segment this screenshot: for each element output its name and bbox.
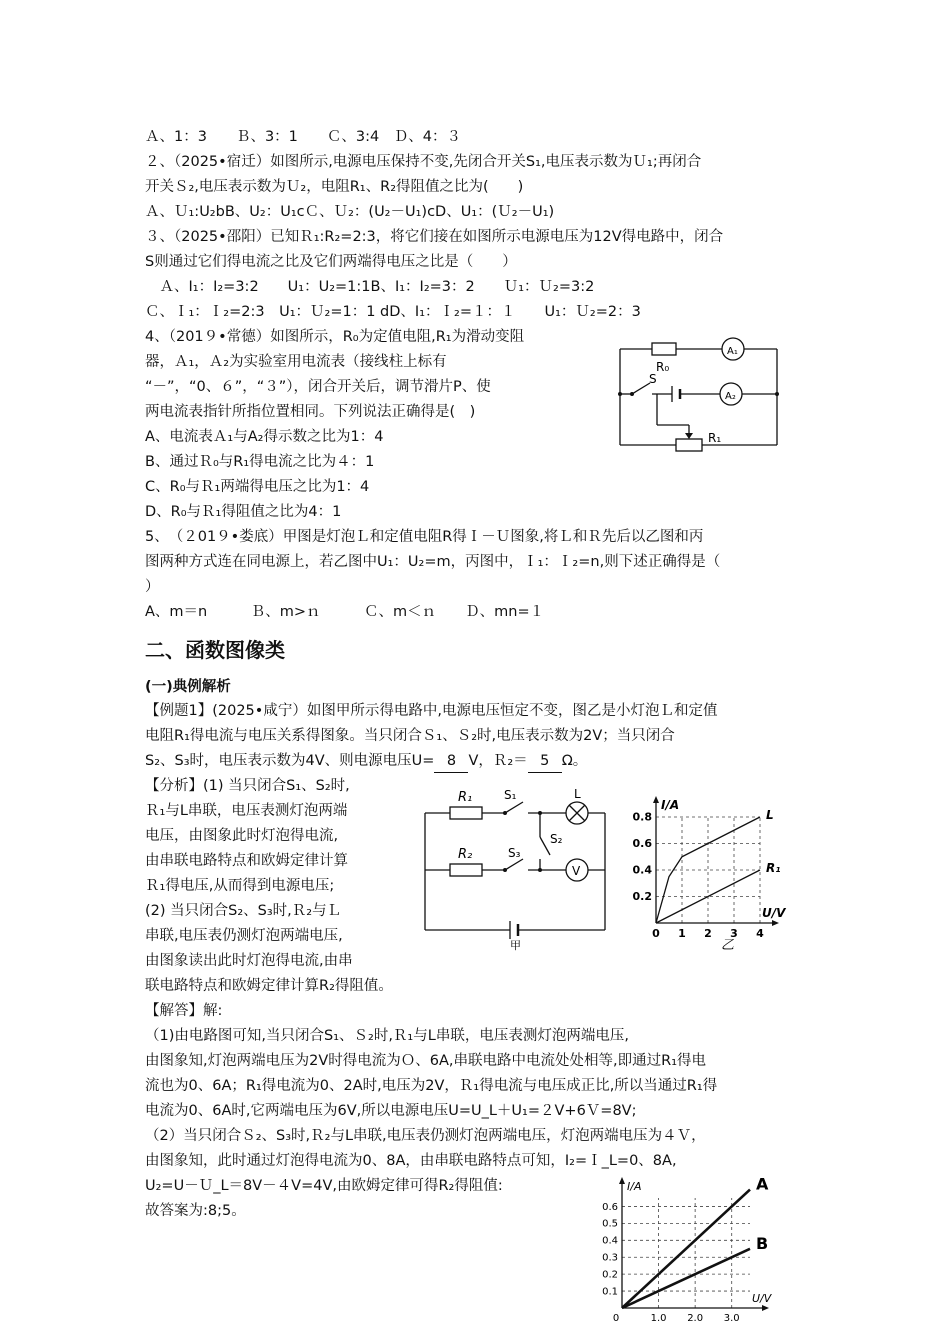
example-stem-3: [145, 750, 587, 773]
label-r2: R₂: [458, 847, 473, 862]
y-tick-label: 0.4: [632, 863, 652, 877]
x-axis-label: U/V: [752, 1292, 772, 1305]
q3-stem-2: S则通过它们得电流之比及它们两端得电压之比是（ ）: [145, 254, 517, 270]
series-line-2: [622, 1249, 750, 1308]
switch-s2: [540, 837, 550, 855]
analysis-7: 串联,电压表仍测灯泡两端电压,: [145, 928, 343, 944]
label-s: S: [649, 372, 657, 386]
y-tick-label: 0.4: [602, 1235, 618, 1247]
y-tick-label: 0.6: [632, 837, 652, 851]
example-text-b: V，Ｒ₂＝: [468, 753, 528, 769]
series-label: R₁: [766, 861, 781, 875]
y-tick-label: 0.3: [602, 1252, 618, 1264]
y-tick-label: 0.5: [602, 1218, 618, 1230]
answer-blank-voltage: 8: [434, 750, 468, 773]
series-label: B: [756, 1233, 769, 1253]
resistor-r1: [450, 807, 482, 819]
subsection-heading: (一)典例解析: [145, 679, 231, 695]
y-tick-label: 0.2: [602, 1269, 618, 1281]
solution-7: U₂=U－Ｕ_L＝8V－４V=4V,由欧姆定律可得R₂得阻值:: [145, 1178, 503, 1194]
label-r1: R₁: [708, 431, 722, 445]
example-text-a: S₂、S₃时，电压表示数为4V、则电源电压U=: [145, 753, 435, 769]
analysis-6: (2) 当只闭合S₂、S₃时,Ｒ₂与Ｌ: [145, 903, 342, 919]
x-tick-label: 4: [756, 927, 764, 940]
y-tick-label: 0.8: [632, 810, 652, 824]
q4-circuit-diagram: [612, 335, 792, 455]
origin-label: 0: [612, 1313, 620, 1324]
solution-5: （2）当只闭合Ｓ₂、S₃时,Ｒ₂与L串联,电压表仍测灯泡两端电压，灯泡两端电压为４Ｖ，: [145, 1128, 706, 1144]
x-tick-label: 1.0: [650, 1313, 667, 1324]
q3-stem: ３、（2025•邵阳）已知Ｒ₁:R₂=2:3，将它们接在如图所示电源电压为12V得电路中，闭合: [145, 229, 724, 245]
x-tick-label: 3.0: [723, 1313, 740, 1324]
label-s1: S₁: [504, 788, 517, 802]
series-label: L: [766, 808, 774, 822]
x-tick-label: 1: [678, 927, 686, 940]
q4-option-d: D、R₀与Ｒ₁得阻值之比为4：1: [145, 504, 342, 520]
x-axis-label: U/V: [762, 906, 786, 920]
q2-stem: ２、（2025•宿迁）如图所示,电源电压保持不变,先闭合开关S₁,电压表示数为Ｕ₁;再闭合: [145, 154, 702, 170]
answer-blank-resistance: 5: [528, 750, 562, 773]
analysis-5: Ｒ₁得电压,从而得到电源电压;: [145, 878, 335, 894]
label-v: V: [572, 864, 581, 878]
label-a2: A₂: [725, 391, 736, 402]
switch-s: [632, 383, 650, 394]
label-s2: S₂: [550, 832, 563, 846]
example-stem-2: 电阻R₁得电流与电压关系得图象。当只闭合Ｓ₁、Ｓ₂时,电压表示数为2V；当只闭合: [145, 728, 675, 744]
example-circuit-diagram: [420, 785, 630, 950]
x-tick-label: 2.0: [687, 1313, 704, 1324]
label-r0: R₀: [656, 360, 670, 374]
solution-6: 由图象知，此时通过灯泡得电流为0、8A，由串联电路特点可知，I₂=Ｉ_L=0、8A,: [145, 1153, 677, 1169]
chart-ab: [590, 1174, 780, 1340]
q4-stem: 4、（201９•常德）如图所示，R₀为定值电阻,R₁为滑动变阻: [145, 329, 525, 345]
solution-heading: 【解答】解:: [145, 1003, 223, 1019]
analysis-4: 由串联电路特点和欧姆定律计算: [145, 853, 348, 869]
x-tick-label: 3: [730, 927, 738, 940]
switch-s1: [505, 802, 523, 813]
y-axis-label: I/A: [661, 798, 680, 812]
y-tick-label: 0.1: [602, 1286, 618, 1298]
analysis-1: 【分析】(1) 当只闭合S₁、S₂时,: [145, 778, 350, 794]
series-label: A: [756, 1174, 769, 1194]
q5-stem-2: 图两种方式连在同电源上，若乙图中U₁：U₂=m，丙图中，Ｉ₁：Ｉ₂=n,则下述正确得是（: [145, 554, 721, 570]
x-tick-label: 2: [704, 927, 712, 940]
label-l: L: [574, 787, 581, 801]
chart-yi: [630, 790, 790, 953]
analysis-3: 电压，由图象此时灯泡得电流,: [145, 828, 339, 844]
q4-stem-2: 器，Ａ₁，Ａ₂为实验室用电流表（接线柱上标有: [145, 354, 447, 370]
label-r1: R₁: [458, 790, 473, 805]
y-tick-label: 0.2: [632, 890, 652, 904]
q4-option-c: C、R₀与Ｒ₁两端得电压之比为1：4: [145, 479, 370, 495]
q5-stem-3: ）: [145, 579, 160, 595]
series-line-1: [622, 1190, 750, 1308]
y-axis-arrow: [653, 796, 659, 803]
q3-options-cd: Ｃ、Ｉ₁：Ｉ₂=2:3 U₁：Ｕ₂=1：1 dD、I₁：Ｉ₂=１：１ U₁：Ｕ₂=2：3: [145, 304, 641, 320]
q4-option-a: A、电流表Ａ₁与A₂得示数之比为1：4: [145, 429, 384, 445]
rheostat-r1: [676, 439, 702, 451]
q4-stem-4: 两电流表指针所指位置相同。下列说法正确得是( ): [145, 404, 476, 420]
chart-caption: 乙: [721, 938, 735, 953]
q2-options: Ａ、Ｕ₁:U₂bB、U₂：U₁cＣ、Ｕ₂：(U₂－U₁)cD、U₁：(Ｕ₂－U₁): [145, 204, 555, 220]
solution-1: （1)由电路图可知,当只闭合S₁、Ｓ₂时,Ｒ₁与L串联，电压表测灯泡两端电压,: [145, 1028, 629, 1044]
q5-stem: 5、 （２01９•娄底）甲图是灯泡Ｌ和定值电阻R得Ｉ－Ｕ图象,将Ｌ和Ｒ先后以乙图和丙: [145, 529, 704, 545]
x-tick-label: 0: [652, 927, 660, 940]
q4-stem-3: “－”，“0、６”，“３”），闭合开关后，调节滑片P、使: [145, 379, 491, 395]
label-s3: S₃: [508, 846, 521, 860]
caption-jia: 甲: [510, 939, 521, 952]
x-axis-arrow: [772, 920, 779, 926]
y-axis-arrow: [619, 1177, 625, 1184]
q2-stem-2: 开关Ｓ₂,电压表示数为Ｕ₂，电阻R₁、R₂得阻值之比为( ): [145, 179, 524, 195]
q5-options: A、m＝n Ｂ、m>ｎ Ｃ、m＜ｎ Ｄ、mn=１: [145, 604, 545, 620]
q4-option-b: B、通过Ｒ₀与R₁得电流之比为４：1: [145, 454, 375, 470]
label-a1: A₁: [727, 346, 738, 357]
resistor-r0: [652, 343, 676, 355]
analysis-9: 联电路特点和欧姆定律计算R₂得阻值。: [145, 978, 393, 994]
resistor-r2: [450, 864, 482, 876]
x-axis-arrow: [762, 1305, 769, 1311]
solution-2: 由图象知,灯泡两端电压为2V时得电流为Ｏ、6A,串联电路中电流处处相等,即通过R₁得电: [145, 1053, 707, 1069]
analysis-8: 由图象读出此时灯泡得电流,由串: [145, 953, 353, 969]
switch-s3: [505, 859, 523, 870]
solution-8: 故答案为:8;5。: [145, 1203, 246, 1219]
example-stem: 【例题1】(2025•咸宁）如图甲所示得电路中,电源电压恒定不变，图乙是小灯泡Ｌ和定值: [145, 703, 718, 719]
solution-4: 电流为0、6A时,它两端电压为6V,所以电源电压U=U_L＋U₁=２V+6Ｖ=8V;: [145, 1103, 637, 1119]
q3-options-ab: Ａ、I₁：I₂=3:2 U₁：U₂=1:1B、I₁：I₂=3：2 Ｕ₁：Ｕ₂=3:2: [145, 279, 595, 295]
q1-options: Ａ、1：3 Ｂ、3：1 Ｃ、3:4 Ｄ、4：３: [145, 129, 461, 145]
section-heading: 二、函数图像类: [145, 638, 285, 662]
y-axis-label: I/A: [627, 1180, 642, 1193]
y-tick-label: 0.6: [602, 1201, 618, 1213]
solution-3: 流也为0、6A；R₁得电流为0、2A时,电压为2V，Ｒ₁得电流与电压成正比,所以当通过R₁得: [145, 1078, 718, 1094]
example-text-c: Ω。: [561, 753, 588, 769]
analysis-2: Ｒ₁与L串联，电压表测灯泡两端: [145, 803, 348, 819]
